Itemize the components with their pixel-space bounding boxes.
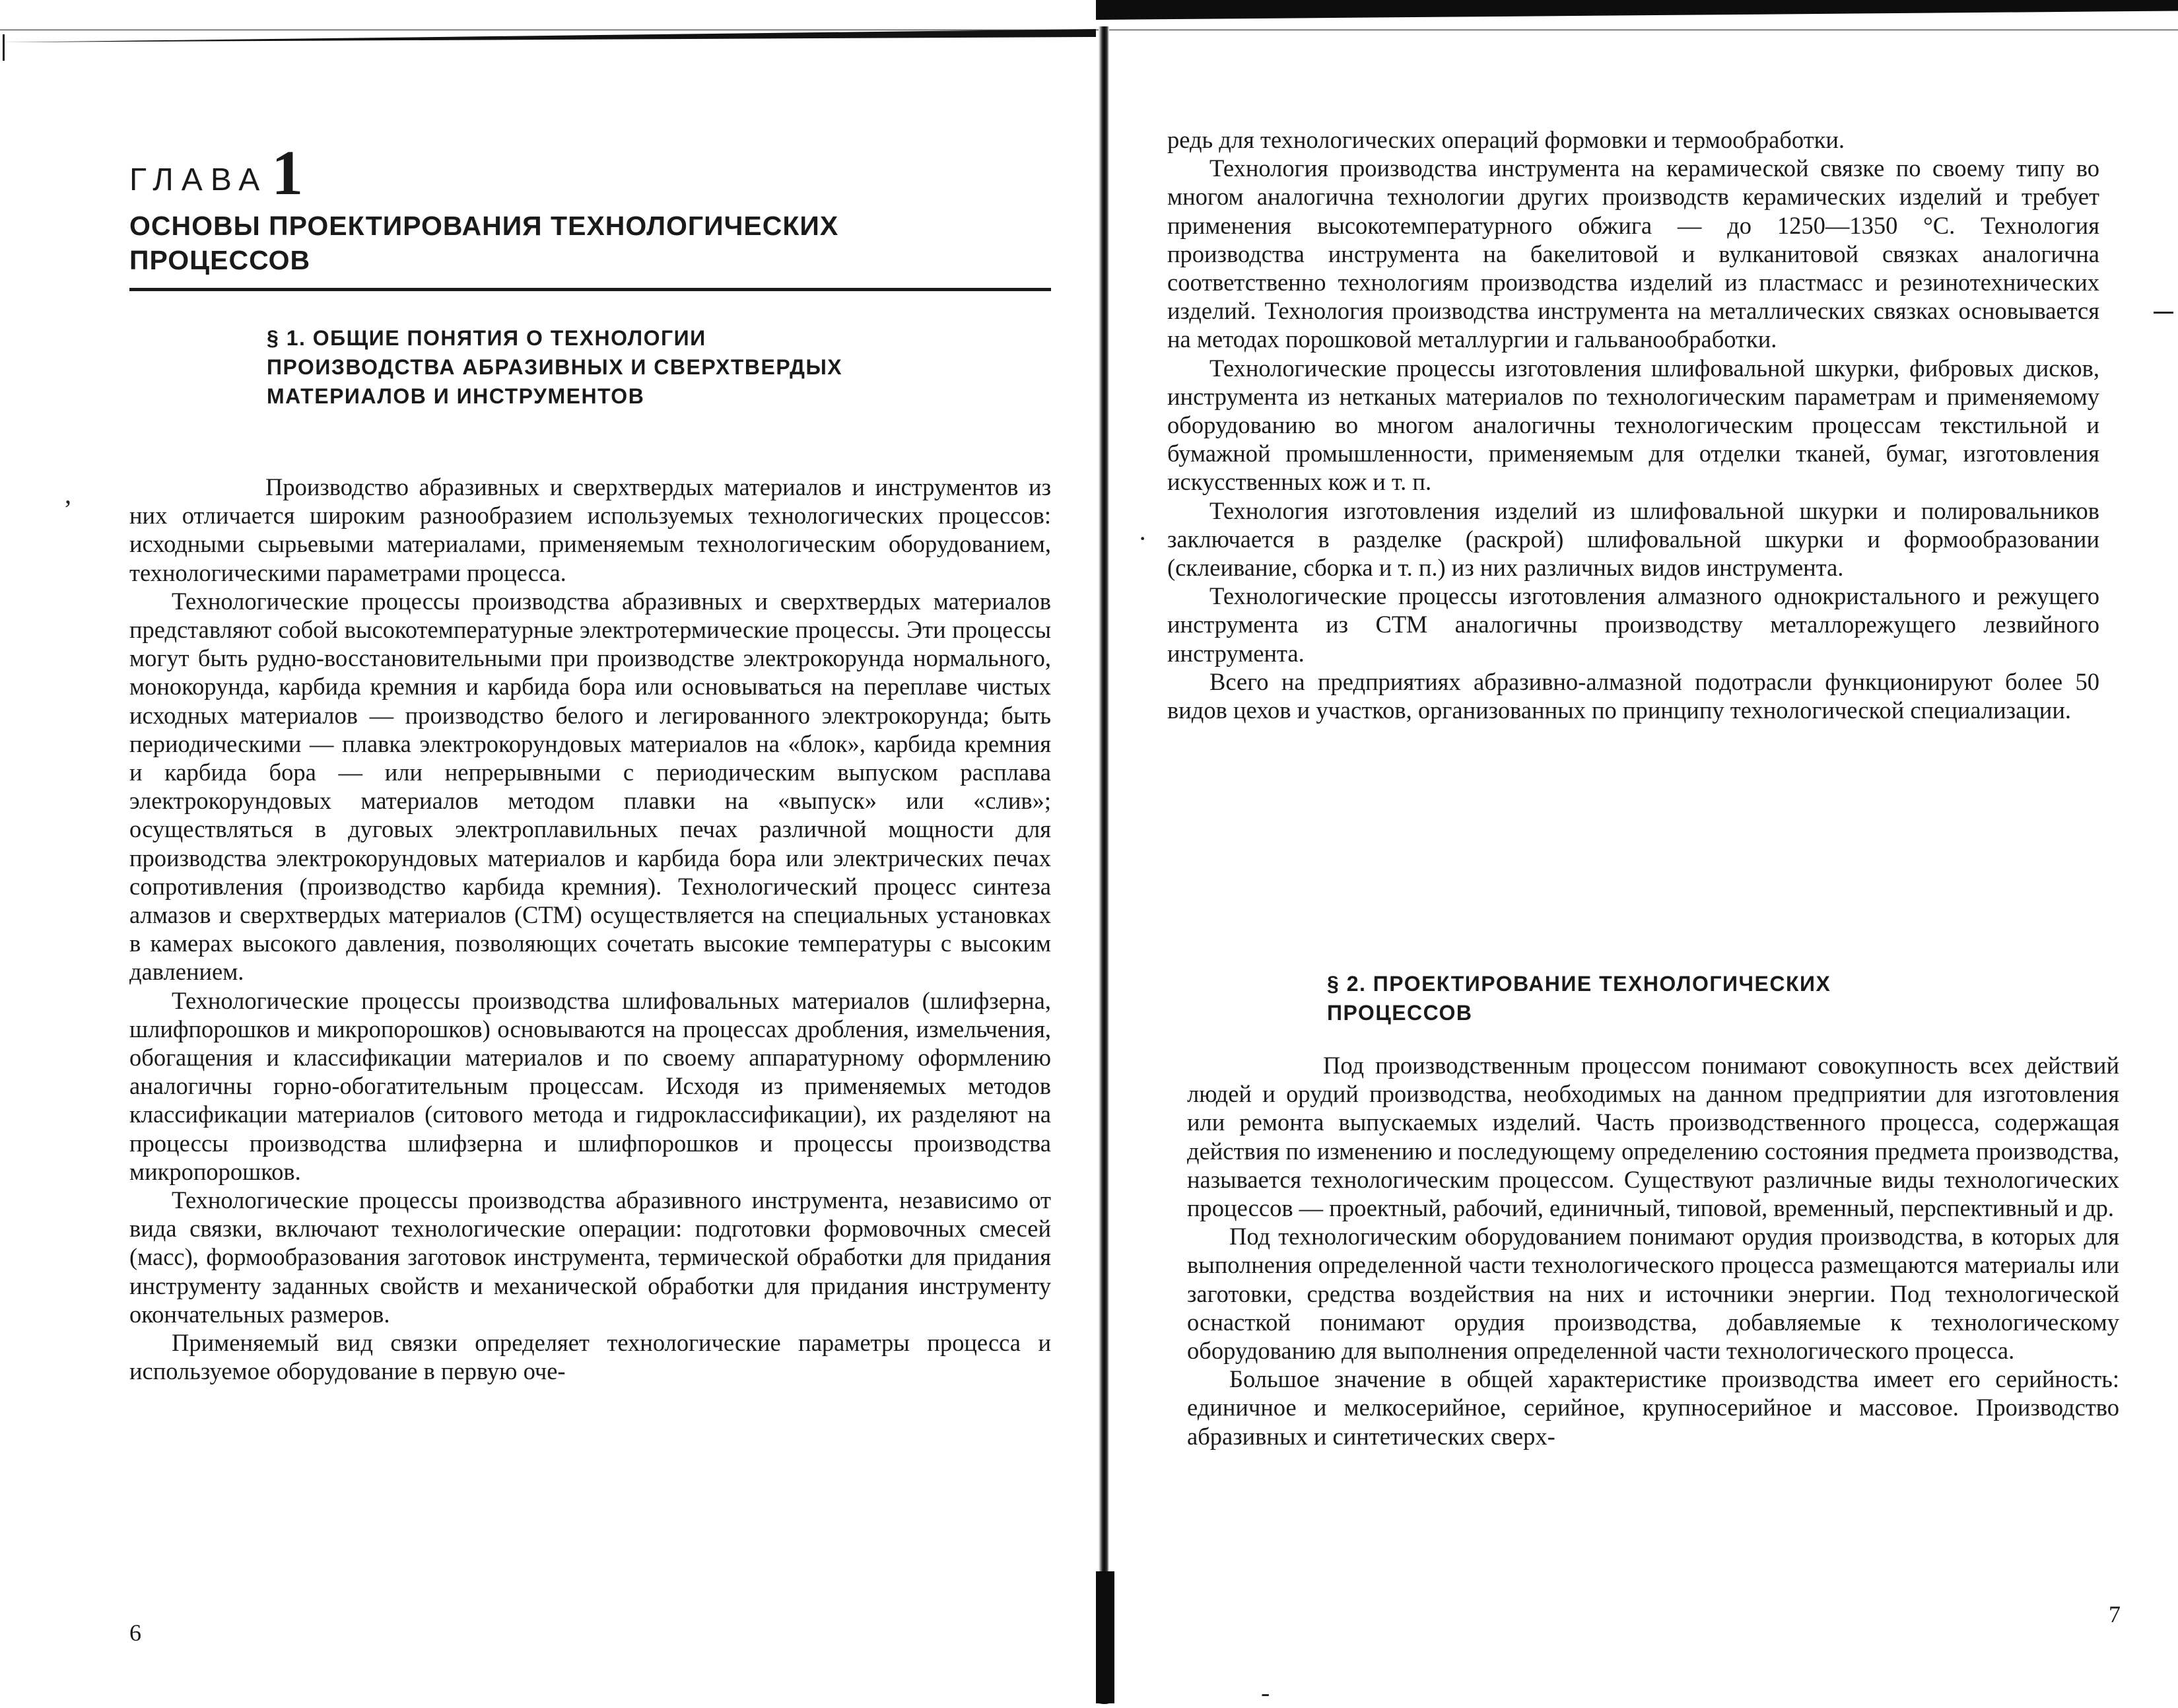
chapter-title-line: ПРОЦЕССОВ — [129, 245, 311, 275]
paragraph: Под технологическим оборудованием понимают орудия производства, в которых для выполнения определенной части технологического процесса размещаются материалы или заготовки, средства воздействия на них и источники энергии. Под технологической оснасткой понимают орудия производства, добавляемые к технологическому оборудованию для выполнения определенной части технологического процесса. — [1187, 1223, 2119, 1365]
paragraph: Технологические процессы производства абразивного инструмента, независимо от вида связки, включают технологические операции: подготовки формовочных смесей (масс), формообразования заготовок инструмента, термической обработки для придания инструменту заданных свойств и механической обработки для придания инструменту окончательных размеров. — [129, 1186, 1051, 1328]
section-2-heading — [1327, 969, 1831, 1027]
scan-speck: - — [1261, 1678, 1270, 1707]
spine-shadow — [1096, 1571, 1114, 1703]
paragraph: Технологические процессы производства шлифовальных материалов (шлифзерна, шлифпорошков и микропорошков) основываются на процессах дробления, измельчения, обогащения и классификации материалов и по своему аппаратурному оформлению аналогичны горно-обогатительным процессам. Исходя из применяемых методов классификации материалов (ситового метода и гидроклассификации), их разделяют на процессы производства шлифзерна и шлифпорошков и процессы производства микропорошков. — [129, 986, 1051, 1185]
paragraph: Технология изготовления изделий из шлифовальной шкурки и полировальников заключается в разделке (раскрой) шлифовальной шкурки и формообразовании (склеивание, сборка и т. п.) из них различных видов инструмента. — [1167, 496, 2099, 582]
paragraph: Всего на предприятиях абразивно-алмазной подотрасли функционируют более 50 видов цехов и участков, организованных по принципу технологической специализации. — [1167, 667, 2099, 724]
paragraph: Применяемый вид связки определяет технологические параметры процесса и используемое оборудование в первую оче- — [129, 1329, 1051, 1385]
section-heading-line: МАТЕРИАЛОВ И ИНСТРУМЕНТОВ — [267, 384, 645, 408]
chapter-heading — [129, 136, 303, 209]
section-heading-line: ПРОИЗВОДСТВА АБРАЗИВНЫХ И СВЕРХТВЕРДЫХ — [267, 355, 843, 379]
scan-top-edge-dark-left — [0, 29, 1096, 42]
paragraph: Большое значение в общей характеристике производства имеет его серийность: единичное и мелкосерийное, серийное, крупносерийное и массовое. Производство абразивных и синтетических сверх- — [1187, 1365, 2119, 1450]
paragraph: Технология производства инструмента на керамической связке по своему типу во многом аналогична технологии других производств керамических изделий и требует применения высокотемпературного обжига — до 1250—1350 °С. Технология производства инструмента на бакелитовой и вулканитовой связках аналогична соответственно технологиям производства изделий из пластмасс и резинотехнических изделий. Технология производства инструмента на металлических связках основывается на методах порошковой металлургии и гальванообработки. — [1167, 154, 2099, 353]
left-body-text — [129, 473, 1051, 1386]
chapter-title — [129, 209, 1051, 277]
section-heading-line: § 2. ПРОЕКТИРОВАНИЕ ТЕХНОЛОГИЧЕСКИХ — [1327, 972, 1831, 996]
right-body-text-top — [1167, 125, 2099, 724]
paragraph: Технологические процессы изготовления алмазного однокристального и режущего инструмента из СТМ аналогичны производству металлорежущего лезвийного инструмента. — [1167, 582, 2099, 667]
chapter-title-line: ОСНОВЫ ПРОЕКТИРОВАНИЯ ТЕХНОЛОГИЧЕСКИХ — [129, 211, 839, 241]
paragraph: Производство абразивных и сверхтвердых материалов и инструментов из них отличается широким разнообразием используемых технологических процессов: исходными сырьевыми материалами, применяемым технологическим оборудованием, технологическими параметрами процесса. — [129, 473, 1051, 586]
page-number: 6 — [129, 1620, 141, 1646]
chapter-number: 1 — [271, 137, 304, 208]
page-number: 7 — [2109, 1601, 2121, 1627]
section-1-heading — [267, 324, 842, 411]
right-body-text-bottom — [1187, 1051, 2119, 1451]
paragraph: редь для технологических операций формовки и термообработки. — [1167, 126, 1845, 153]
scan-left-mark — [3, 34, 5, 61]
section-heading-line: ПРОЦЕССОВ — [1327, 1001, 1473, 1025]
chapter-rule — [129, 288, 1051, 291]
book-spine — [1099, 26, 1109, 1704]
paragraph: Технологические процессы изготовления шлифовальной шкурки, фибровых дисков, инструмента из нетканых материалов по технологическим параметрам и применяемому оборудованию во многом аналогичны технологическим процессам текстильной и бумажной промышленности, применяемым для отделки тканей, бумаг, изготовления искусственных кож и т. п. — [1167, 354, 2099, 496]
paragraph: Под производственным процессом понимают совокупность всех действий людей и орудий производства, необходимых на данном предприятии для изготовления или ремонта выпускаемых изделий. Часть производственного процесса, содержащая действия по изменению и последующему определению состояния предмета производства, называется технологическим процессом. Существуют различные виды технологических процессов — проектный, рабочий, единичный, типовой, временный, перспективный и др. — [1187, 1052, 2119, 1222]
section-heading-line: § 1. ОБЩИЕ ПОНЯТИЯ О ТЕХНОЛОГИИ — [267, 326, 706, 350]
paragraph: Технологические процессы производства абразивных и сверхтвердых материалов представляют собой высокотемпературные электротермические процессы. Эти процессы могут быть рудно-восстановительными при производстве электрокорунда нормального, монокорунда, карбида кремния и карбида бора или основываться на переплаве чистых исходных материалов — производство белого и легированного электрокорунда; быть периодическими — плавка электрокорундовых материалов на «блок», карбида кремния и карбида бора — или непрерывными с периодическим выпуском расплава электрокорундовых материалов методом плавки на «выпуск» или «слив»; осуществляться в дуговых электроплавильных печах различной мощности для производства электрокорундовых материалов и карбида бора или электрических печах сопротивления (производство карбида кремния). Технологический процесс синтеза алмазов и сверхтвердых материалов (СТМ) осуществляется на специальных установках в камерах высокого давления, позволяющих сочетать высокие температуры с высоким давлением. — [129, 587, 1051, 986]
chapter-label: ГЛАВА — [129, 162, 268, 197]
scan-speck: ʼ — [63, 495, 73, 524]
scan-speck: · — [1138, 524, 1147, 553]
scan-right-mark — [2154, 312, 2173, 314]
